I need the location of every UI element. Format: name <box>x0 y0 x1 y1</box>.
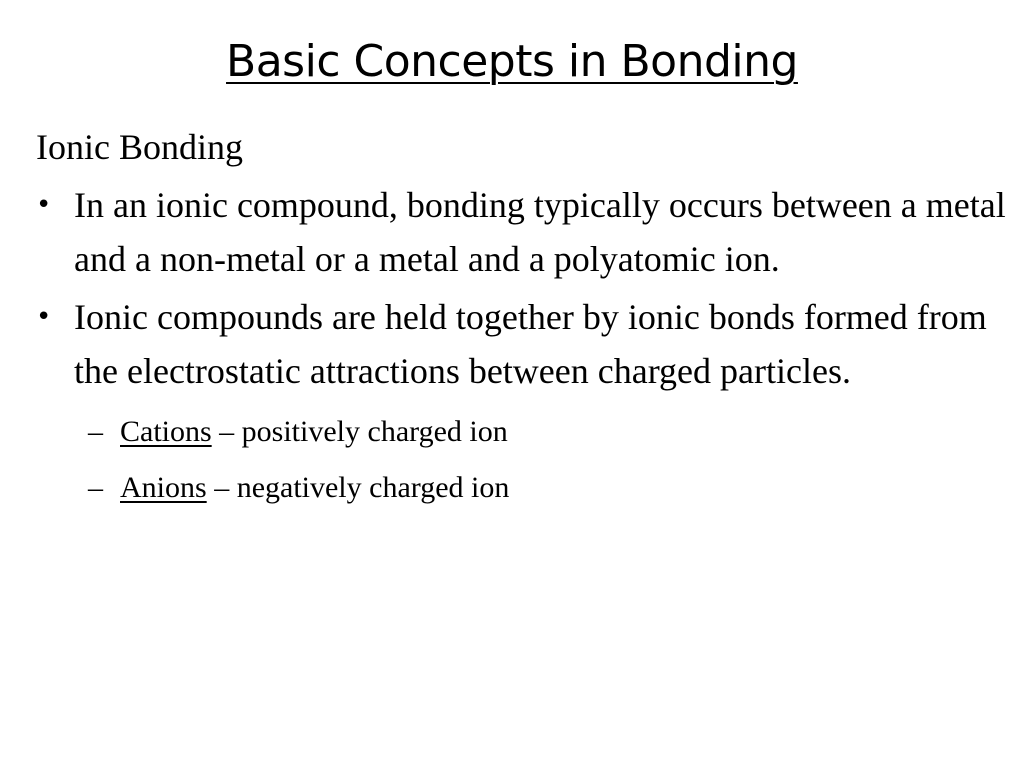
term-definition: – negatively charged ion <box>206 471 510 504</box>
dash-marker: – <box>88 415 103 448</box>
section-heading: Ionic Bonding <box>36 127 243 167</box>
sub-bullet-item <box>36 410 1006 454</box>
bullet-marker: • <box>36 302 52 332</box>
slide-content <box>36 120 1006 522</box>
term-anions: Anions <box>120 471 207 504</box>
sub-bullet-item <box>36 466 1006 510</box>
bullet-item <box>36 290 1006 398</box>
slide-title: Basic Concepts in Bonding <box>226 36 798 87</box>
bullet-text: Ionic compounds are held together by ionic bonds formed from the electrostatic attractions between charged particles. <box>74 297 987 391</box>
bullet-item <box>36 178 1006 286</box>
term-definition: – positively charged ion <box>211 415 508 448</box>
bullet-text: In an ionic compound, bonding typically occurs between a metal and a non-metal or a metal and a polyatomic ion. <box>74 185 1006 279</box>
term-cations: Cations <box>120 415 212 448</box>
dash-marker: – <box>88 471 103 504</box>
bullet-marker: • <box>36 190 52 220</box>
